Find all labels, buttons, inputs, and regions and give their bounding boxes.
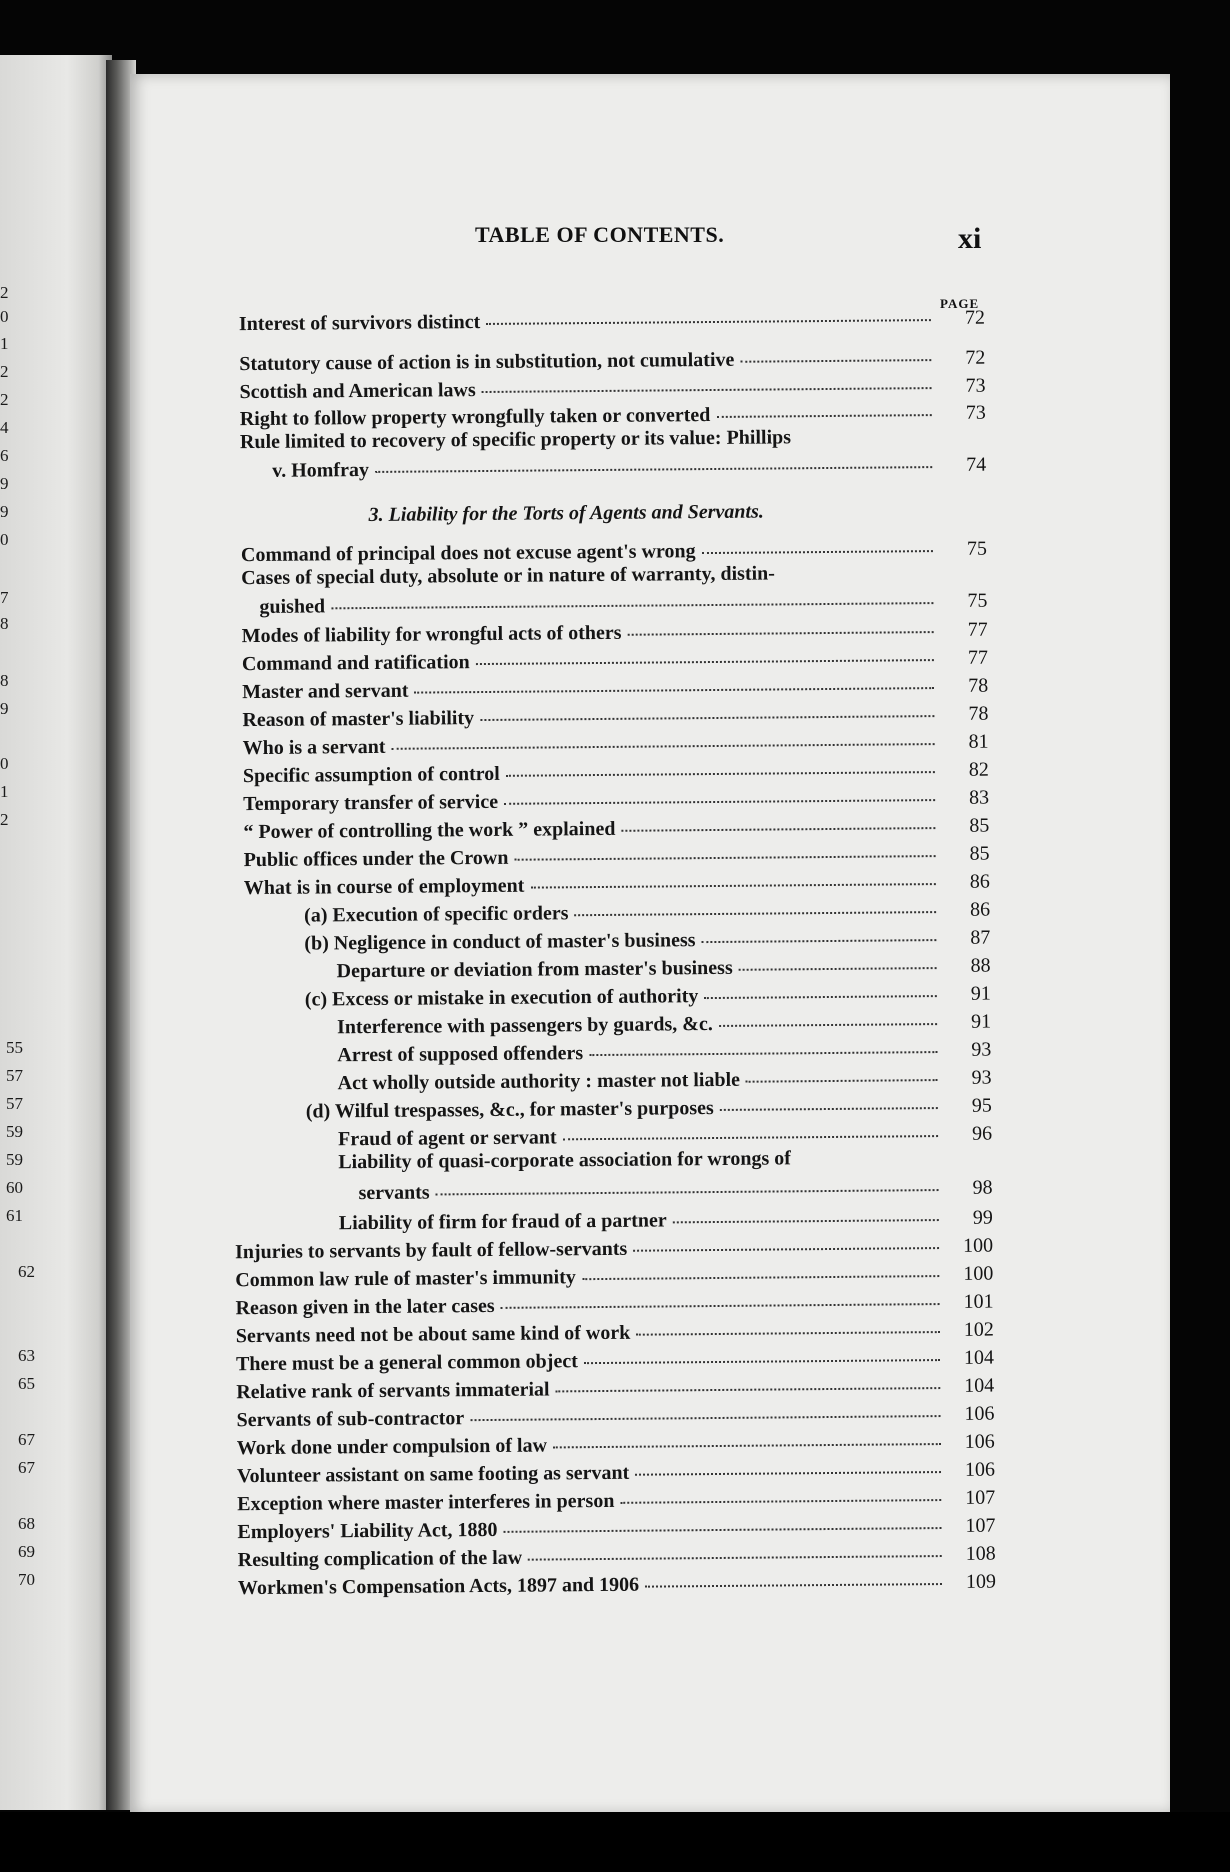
leader-dots — [482, 367, 932, 393]
toc-entry-page: 102 — [963, 1318, 994, 1341]
toc-entry-text: (a) Execution of specific orders — [304, 902, 569, 927]
leader-dots — [673, 1199, 939, 1223]
toc-entry-page: 86 — [970, 898, 991, 921]
toc-entry-text: Employers' Liability Act, 1880 — [237, 1518, 498, 1544]
toc-entry-page: 106 — [964, 1430, 995, 1453]
leader-dots — [555, 1367, 940, 1392]
toc-entry-page: 100 — [963, 1262, 994, 1285]
toc-entry-text: Who is a servant — [242, 735, 386, 760]
left-page-number: 0 — [0, 530, 9, 549]
toc-entry-page: 82 — [968, 758, 989, 781]
toc-entry-page: 77 — [967, 618, 988, 641]
leader-dots — [375, 446, 933, 473]
left-page-number: 1 — [0, 782, 9, 801]
leader-dots — [500, 1283, 939, 1309]
leader-dots — [589, 1031, 937, 1056]
toc-entry-text: Temporary transfer of service — [243, 790, 499, 816]
leader-dots — [506, 751, 935, 777]
leader-dots — [704, 975, 937, 999]
toc-entry-text: Scottish and American laws — [239, 379, 476, 404]
leader-dots — [620, 1479, 941, 1504]
left-page-number: 70 — [18, 1570, 35, 1589]
toc-entry-page: 73 — [965, 401, 986, 424]
toc-entry-text: Public offices under the Crown — [243, 846, 509, 872]
left-page-number: 67 — [18, 1430, 35, 1449]
toc-entry-page: 107 — [965, 1486, 996, 1509]
toc-entry-page: 98 — [972, 1176, 993, 1199]
toc-entry-text: Liability of firm for fraud of a partner — [338, 1209, 667, 1235]
left-page-number: 1 — [0, 334, 9, 353]
leader-dots — [584, 1339, 940, 1364]
toc-entry-page: 75 — [966, 537, 988, 560]
toc-entry-page: 93 — [971, 1038, 992, 1061]
toc-entry-text: Volunteer assistant on same footing as servant — [236, 1461, 630, 1488]
left-page-number: 60 — [6, 1178, 23, 1197]
toc-entry-text: Relative rank of servants immaterial — [236, 1378, 550, 1404]
left-page-number: 57 — [6, 1094, 23, 1113]
left-page-number: 57 — [6, 1066, 23, 1085]
left-page-number: 61 — [6, 1206, 23, 1225]
left-page-number: 2 — [0, 362, 9, 381]
leader-dots — [331, 582, 934, 609]
toc-entry-text: Resulting complication of the law — [237, 1546, 523, 1572]
toc-entry-page: 74 — [966, 453, 987, 476]
left-page-number: 9 — [0, 699, 9, 718]
left-page-number: 9 — [0, 502, 9, 521]
leader-dots — [391, 723, 934, 750]
left-page-number: 59 — [6, 1150, 23, 1169]
leader-dots — [470, 1395, 940, 1421]
toc-entry[interactable] — [358, 1172, 992, 1204]
toc-entry-text: Interference with passengers by guards, &c. — [337, 1013, 713, 1039]
toc-entry-text: Rule limited to recovery of specific property or its value: Phillips — [239, 426, 792, 454]
left-page-number: 8 — [0, 671, 9, 690]
toc-entry[interactable] — [238, 1566, 996, 1599]
leader-dots — [528, 1535, 942, 1561]
toc-entry-page: 73 — [965, 374, 986, 397]
toc-entry-page: 72 — [964, 306, 986, 329]
leader-dots — [574, 891, 936, 916]
toc-entry-text: Modes of liability for wrongful acts of others — [241, 621, 622, 648]
left-page-number: 65 — [18, 1374, 35, 1393]
leader-dots — [636, 1311, 940, 1336]
toc-entry-text: Statutory cause of action is in substitution, not cumulative — [239, 348, 735, 376]
leader-dots — [530, 863, 936, 889]
toc-entry-page: 87 — [970, 926, 991, 949]
leader-dots — [486, 299, 931, 325]
leader-dots — [746, 1059, 938, 1083]
toc-entry-page: 75 — [967, 589, 988, 612]
left-page-number: 68 — [18, 1514, 35, 1533]
leader-dots — [414, 667, 934, 694]
leader-dots — [553, 1423, 941, 1448]
left-page-number: 4 — [0, 418, 9, 437]
leader-dots — [645, 1563, 942, 1588]
toc-entry-page: 86 — [969, 870, 990, 893]
left-page-number: 2 — [0, 810, 9, 829]
toc-entry-text: Exception where master interferes in person — [237, 1489, 615, 1516]
toc-entry-text: What is in course of employment — [243, 874, 525, 900]
toc-entry-text: servants — [358, 1181, 430, 1205]
leader-dots — [701, 530, 933, 554]
left-page-number: 0 — [0, 307, 9, 326]
toc-entry-text: Common law rule of master's immunity — [235, 1266, 576, 1292]
toc-entry-text: (d) Wilful trespasses, &c., for master's purposes — [305, 1097, 714, 1123]
toc-entry-page: 81 — [968, 730, 989, 753]
leader-dots — [701, 919, 936, 943]
toc-entry-text: guished — [259, 595, 326, 618]
leader-dots — [720, 1087, 938, 1111]
toc-entry-page: 96 — [971, 1122, 993, 1145]
toc-entry[interactable] — [241, 533, 987, 566]
toc-entry-page: 78 — [968, 702, 989, 725]
toc-entry-text: Work done under compulsion of law — [236, 1434, 548, 1460]
toc-entry-page: 78 — [968, 674, 989, 697]
toc-entry-text: (b) Negligence in conduct of master's business — [304, 929, 696, 955]
toc-entry-text: Reason given in the later cases — [235, 1294, 495, 1320]
section-heading: 3. Liability for the Torts of Agents and Servants. — [368, 500, 764, 527]
leader-dots — [716, 394, 932, 418]
leader-dots — [435, 1169, 938, 1195]
toc-entry-text: Arrest of supposed offenders — [337, 1042, 584, 1067]
left-page-number: 63 — [18, 1346, 35, 1365]
leader-dots — [627, 611, 933, 636]
left-page-number: 8 — [0, 614, 9, 633]
toc-entry-page: 85 — [969, 814, 990, 837]
toc-entry-page: 85 — [969, 842, 990, 865]
toc-entry-text: Command of principal does not excuse agent's wrong — [240, 540, 696, 567]
toc-entry-page: 88 — [970, 954, 991, 977]
toc-entry-text: There must be a general common object — [235, 1350, 578, 1376]
left-page-number: 2 — [0, 283, 9, 302]
toc-entry-page: 95 — [971, 1094, 992, 1117]
toc-entry-text: v. Homfray — [272, 459, 369, 482]
toc-entry-text: Liability of quasi-corporate association for wrongs of — [338, 1147, 791, 1174]
page-column-label: PAGE — [940, 296, 980, 311]
left-page-number: 6 — [0, 446, 9, 465]
toc-entry-text: Right to follow property wrongfully taken or converted — [239, 404, 711, 431]
toc-entry[interactable] — [338, 1118, 992, 1150]
toc-entry-page: 100 — [962, 1234, 994, 1257]
toc-entry-text: Cases of special duty, absolute or in nature of warranty, distin- — [241, 562, 776, 590]
toc-entry[interactable] — [240, 397, 986, 430]
leader-dots — [480, 695, 935, 721]
left-page-number: 9 — [0, 474, 9, 493]
left-page-number: 69 — [18, 1542, 35, 1561]
leader-dots — [633, 1227, 939, 1252]
left-page-number: 2 — [0, 390, 9, 409]
leader-dots — [635, 1451, 941, 1476]
leader-dots — [621, 807, 935, 832]
toc-entry[interactable] — [272, 449, 986, 481]
leader-dots — [476, 639, 934, 665]
toc-entry-text: Servants of sub-contractor — [236, 1407, 465, 1432]
leader-dots — [740, 339, 931, 363]
toc-entry-page: 104 — [963, 1346, 995, 1369]
toc-entry-text: Servants need not be about same kind of work — [235, 1321, 631, 1348]
left-page-number: 7 — [0, 588, 9, 607]
toc-entry-page: 99 — [972, 1206, 993, 1229]
left-page-number: 62 — [18, 1262, 35, 1281]
left-page-number: 55 — [6, 1038, 23, 1057]
toc-entry-page: 109 — [965, 1570, 997, 1593]
leader-dots — [514, 835, 935, 861]
toc-entry-text: Master and servant — [242, 679, 409, 704]
toc-entry-text: Reason of master's liability — [242, 707, 475, 732]
toc-entry-page: 107 — [965, 1514, 996, 1537]
running-title: TABLE OF CONTENTS. — [475, 222, 725, 247]
toc-entry-page: 83 — [969, 786, 990, 809]
toc-entry-text: Departure or deviation from master's business — [336, 956, 733, 983]
leader-dots — [739, 947, 937, 971]
toc-entry-text: “ Power of controlling the work ” explained — [243, 817, 616, 844]
left-page-number: 59 — [6, 1122, 23, 1141]
toc-entry-page: 91 — [970, 982, 991, 1005]
leader-dots — [504, 779, 935, 805]
toc-entry-page: 101 — [963, 1290, 994, 1313]
folio-number: xi — [958, 222, 982, 255]
leader-dots — [582, 1255, 940, 1280]
toc-entry-page: 72 — [965, 346, 986, 369]
toc-entry-text: Injuries to servants by fault of fellow-servants — [234, 1237, 628, 1264]
toc-entry-page: 91 — [970, 1010, 992, 1033]
toc-entry-text: Specific assumption of control — [242, 762, 500, 788]
toc-entry-page: 104 — [964, 1374, 995, 1397]
toc-entry-page: 106 — [964, 1458, 996, 1481]
toc-entry-page: 93 — [971, 1066, 992, 1089]
toc-entry-text: Workmen's Compensation Acts, 1897 and 1906 — [237, 1573, 640, 1600]
toc-entry-text: Command and ratification — [241, 651, 470, 676]
leader-dots — [562, 1115, 938, 1140]
toc-entry-page: 77 — [967, 646, 988, 669]
leader-dots — [503, 1507, 941, 1533]
toc-entry-text: (c) Excess or mistake in execution of authority — [304, 985, 699, 1011]
toc-entry-text: Interest of survivors distinct — [238, 311, 481, 336]
toc-entry-text: Fraud of agent or servant — [337, 1126, 557, 1151]
toc-entry[interactable] — [239, 302, 985, 335]
leader-dots — [719, 1003, 937, 1027]
left-page-number: 67 — [18, 1458, 35, 1477]
toc-entry-page: 108 — [965, 1542, 996, 1565]
left-page-number: 0 — [0, 754, 9, 773]
toc-entry-text: Act wholly outside authority : master not liable — [337, 1068, 741, 1095]
toc-entry-page: 106 — [964, 1402, 995, 1425]
